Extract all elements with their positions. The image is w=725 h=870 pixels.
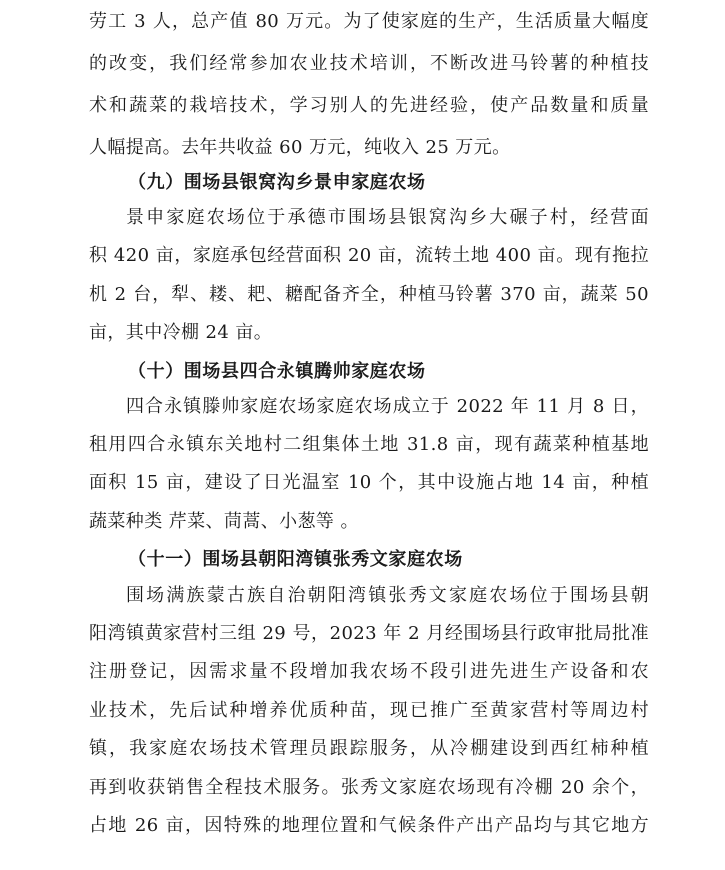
paragraph-line: 劳工 3 人，总产值 80 万元。为了使家庭的生产，生活质量大幅度 — [89, 11, 649, 32]
section-heading-11: （十一）围场县朝阳湾镇张秀文家庭农场 — [128, 549, 463, 570]
paragraph-line: 围场满族蒙古族自治朝阳湾镇张秀文家庭农场位于围场县朝 — [126, 585, 649, 606]
paragraph-line: 阳湾镇黄家营村三组 29 号，2023 年 2 月经围场县行政审批局批准 — [89, 623, 649, 644]
paragraph-line: 再到收获销售全程技术服务。张秀文家庭农场现有冷棚 20 余个， — [89, 777, 649, 798]
paragraph-line: 的改变，我们经常参加农业技术培训，不断改进马铃薯的种植技 — [89, 53, 649, 74]
paragraph-line: 镇，我家庭农场技术管理员跟踪服务，从冷棚建设到西红柿种植 — [89, 738, 649, 759]
paragraph-line: 蔬菜种类 芹菜、茼蒿、小葱等 。 — [89, 511, 359, 532]
paragraph-line: 租用四合永镇东关地村二组集体土地 31.8 亩，现有蔬菜种植基地 — [89, 434, 649, 455]
paragraph-line: 面积 15 亩，建设了日光温室 10 个，其中设施占地 14 亩，种植 — [89, 472, 649, 493]
paragraph-line: 机 2 台，犁、耧、耙、耱配备齐全，种植马铃薯 370 亩，蔬菜 50 — [89, 284, 649, 305]
section-heading-10: （十）围场县四合永镇腾帅家庭农场 — [128, 361, 426, 382]
paragraph-line: 亩，其中冷棚 24 亩。 — [89, 322, 273, 343]
paragraph-line: 景申家庭农场位于承德市围场县银窝沟乡大碾子村，经营面 — [126, 207, 649, 228]
paragraph-line: 人幅提高。去年共收益 60 万元，纯收入 25 万元。 — [89, 137, 511, 158]
paragraph-line: 术和蔬菜的栽培技术，学习别人的先进经验，使产品数量和质量 — [89, 95, 649, 116]
paragraph-line: 积 420 亩，家庭承包经营面积 20 亩，流转土地 400 亩。现有拖拉 — [89, 245, 649, 266]
paragraph-line: 注册登记，因需求量不段增加我农场不段引进先进生产设备和农 — [89, 661, 649, 682]
paragraph-line: 占地 26 亩，因特殊的地理位置和气候条件产出产品均与其它地方 — [89, 815, 649, 836]
paragraph-line: 四合永镇滕帅家庭农场家庭农场成立于 2022 年 11 月 8 日， — [126, 396, 649, 417]
section-heading-9: （九）围场县银窝沟乡景申家庭农场 — [128, 172, 426, 193]
paragraph-line: 业技术，先后试种增养优质种苗，现已推广至黄家营村等周边村 — [89, 700, 649, 721]
